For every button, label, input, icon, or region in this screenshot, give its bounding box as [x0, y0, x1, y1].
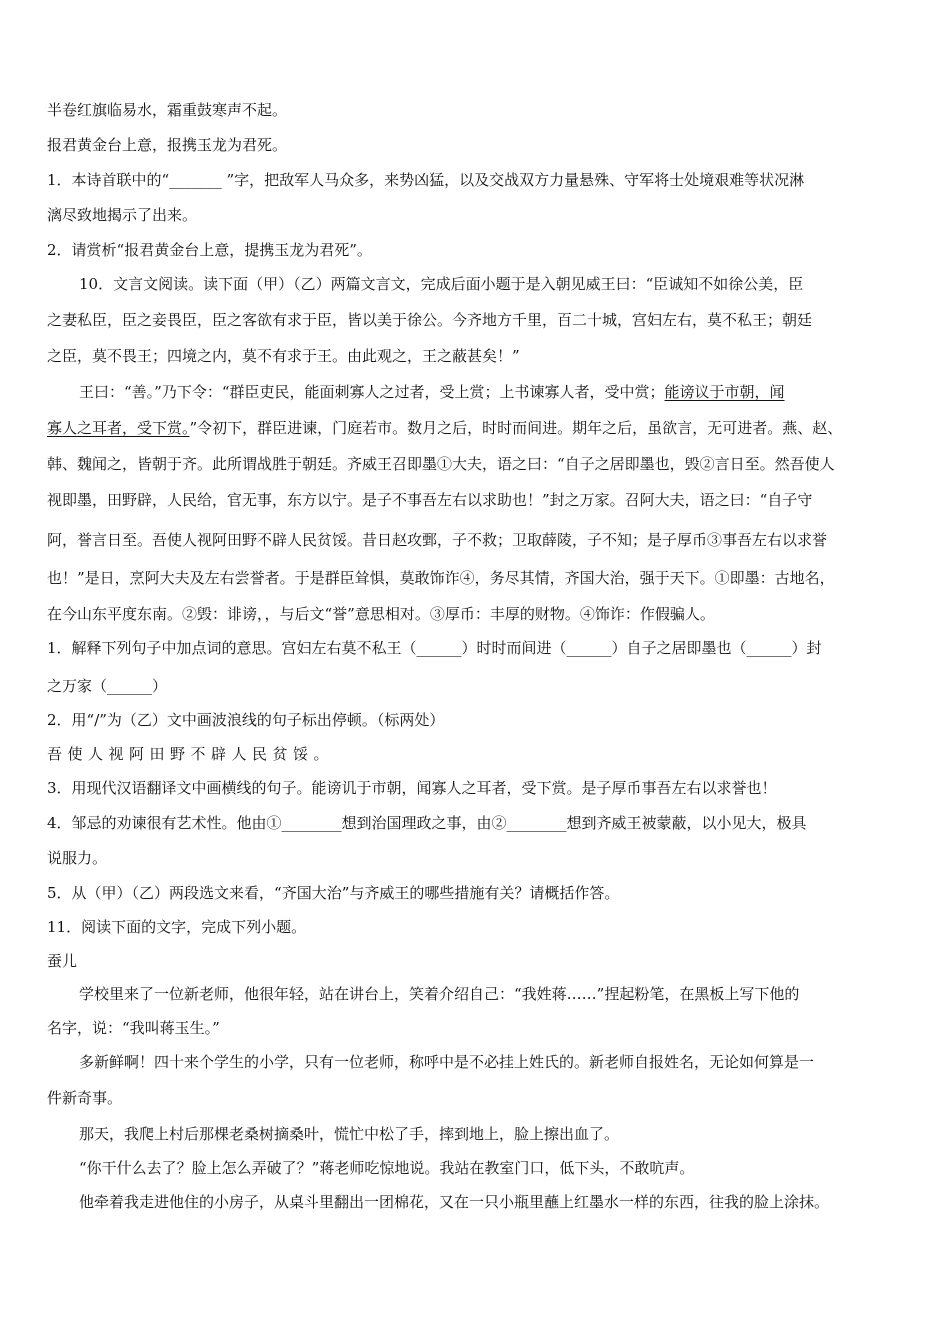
story-paragraph-cont: 件新奇事。 — [47, 1089, 123, 1107]
q10-notes: 在今山东平度东南。②毁：诽谤，，与后文“誉”意思相对。③厚币：丰厚的财物。④饰诈：作假骗人。 — [47, 605, 715, 623]
passage-text: ”令初下，群臣进谏，门庭若市。数月之后，时时而间进。期年之后，虽欲言，无可进者。燕、赵、 — [189, 419, 843, 437]
q10-sub-2-sentence: 吾使人视阿田野不辟人民贫馁。 — [47, 745, 335, 763]
underlined-sentence: 寡人之耳者，受下赏。 — [47, 419, 190, 437]
q10-sub-5: 5．从（甲）（乙）两段选文来看，“齐国大治”与齐威王的哪些措施有关？请概括作答。 — [47, 884, 620, 902]
story-paragraph: 多新鲜啊！四十来个学生的小学，只有一位老师，称呼中是不必挂上姓氏的。新老师自报姓名，无论如何算是一 — [79, 1053, 815, 1071]
q10-passage-line: 韩、魏闻之，皆朝于齐。此所谓战胜于朝廷。齐威王召即墨①大夫，语之曰：“自子之居即墨也，毁②言日至。然吾使人 — [47, 455, 835, 473]
q10-passage-line: 阿，誉言日至。吾使人视阿田野不辟人民贫馁。昔日赵攻鄄，子不救；卫取薛陵，子不知；是子厚币③事吾左右以求誉 — [47, 531, 828, 549]
q10-sub-1-cont: 之万家（______） — [47, 677, 168, 695]
q10-sub-3: 3．用现代汉语翻译文中画横线的句子。能谤讥于市朝，闻寡人之耳者，受下赏。是子厚币事吾左右以求誉也！ — [47, 779, 777, 797]
q9-question-2: 2．请赏析“报君黄金台上意，提携玉龙为君死”。 — [47, 241, 372, 259]
q10-passage-line: 视即墨，田野辟，人民给，官无事，东方以宁。是子不事吾左右以求助也！”封之万家。召阿大夫，语之曰：“自子守 — [47, 491, 813, 509]
q10-passage-line: 之臣，莫不畏王；四境之内，莫不有求于王。由此观之，王之蔽甚矣！” — [47, 347, 520, 365]
q10-intro: 10．文言文阅读。读下面（甲）（乙）两篇文言文，完成后面小题于是入朝见威王曰：“臣诚知不如徐公美，臣 — [79, 275, 804, 293]
passage-text: 王曰：“善。”乃下令：“群臣吏民，能面刺寡人之过者，受上赏；上书谏寡人者，受中赏； — [79, 383, 665, 401]
story-paragraph: 学校里来了一位新老师，他很年轻，站在讲台上，笑着介绍自己：“我姓蒋……”捏起粉笔，在黑板上写下他的 — [79, 985, 800, 1003]
q11-intro: 11．阅读下面的文字，完成下列小题。 — [47, 918, 307, 936]
poem-line-2: 报君黄金台上意，报携玉龙为君死。 — [47, 136, 288, 154]
q10-passage-line: 也！”是日，烹阿大夫及左右尝誉者。于是群臣耸惧，莫敢饰诈④，务尽其情，齐国大治，强于天下。①即墨：古地名， — [47, 569, 835, 587]
q9-question-1: 1．本诗首联中的“_______ ”字，把敌军人马众多，来势凶猛，以及交战双方力量悬殊、守军将士处境艰难等状况淋 — [47, 171, 805, 189]
story-paragraph-cont: 名字，说：“我叫蒋玉生。” — [47, 1019, 220, 1037]
q10-passage-line — [47, 418, 842, 438]
q10-sub-4-cont: 说服力。 — [47, 849, 108, 867]
q10-sub-1: 1．解释下列句子中加点词的意思。宫妇左右莫不私王（______）时时而间进（______）自子之居即墨也（______）封 — [47, 639, 822, 657]
underlined-sentence: 能谤议于市朝，闻 — [664, 383, 785, 401]
story-paragraph: 他牵着我走进他住的小房子，从桌斗里翻出一团棉花，又在一只小瓶里蘸上红墨水一样的东西，往我的脸上涂抹。 — [79, 1193, 830, 1211]
q10-sub-2: 2．用“/”为（乙）文中画波浪线的句子标出停顿。（标两处） — [47, 711, 445, 729]
poem-line-1: 半卷红旗临易水，霜重鼓寒声不起。 — [47, 101, 288, 119]
q10-passage-line: 之妻私臣，臣之妾畏臣，臣之客欲有求于臣，皆以美于徐公。今齐地方千里，百二十城，宫妇左右，莫不私王；朝廷 — [47, 311, 813, 329]
story-paragraph: “你干什么去了？脸上怎么弄破了？”蒋老师吃惊地说。我站在教室门口，低下头，不敢吭声。 — [79, 1159, 695, 1177]
story-title: 蚕儿 — [47, 952, 78, 970]
q10-sub-4: 4．邹忌的劝谏很有艺术性。他由①________想到治国理政之事，由②________想到齐威王被蒙蔽，以小见大，极具 — [47, 814, 807, 832]
q10-passage-line — [79, 382, 785, 402]
q9-question-1-cont: 漓尽致地揭示了出来。 — [47, 206, 198, 224]
story-paragraph: 那天，我爬上村后那棵老桑树摘桑叶，慌忙中松了手，摔到地上，脸上擦出血了。 — [79, 1125, 620, 1143]
